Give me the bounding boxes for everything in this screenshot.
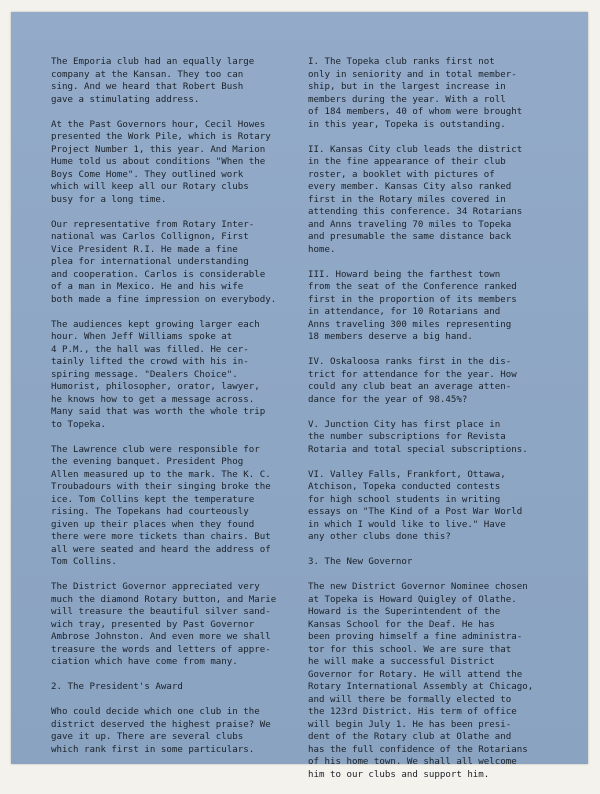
paragraph-award-essay-contests: VI. Valley Falls, Frankfort, Ottawa, Atchison, Topeka conducted contests for high school students in writing essays on "The Kind of a Post War World in which I would like to live." Have any other clubs done this? — [308, 469, 523, 542]
paragraph-who-could-decide: Who could decide which one club in the district deserved the highest praise? We gave it up. There are several clubs which rank first in some particulars. — [51, 707, 271, 755]
section-heading-presidents-award: 2. The President's Award — [51, 682, 183, 692]
paragraph-award-howard: III. Howard being the farthest town from the seat of the Conference ranked first in the proportion of its members in attendance, for 10 Rotarians and Anns traveling 300 miles representing 18 members deserve a big hand. — [308, 269, 517, 342]
section-heading-new-governor: 3. The New Governor — [308, 557, 413, 567]
paragraph-new-governor: The new District Governor Nominee chosen at Topeka is Howard Quigley of Olathe. Howard is the Superintendent of the Kansas School for the Deaf. He has been proving himself a fine administra- tor for this school. We are sure that he will make a successful District Governor for Rotary. He will attend the Rotary International Assembly at Chicago, and will there be formally elected to the 123rd District. His term of office will begin July 1. He has been presi- dent of the Rotary club at Olathe and has the full confidence of the Rotarians of his home town. We shall all welcome him to our clubs and support him. — [308, 582, 534, 780]
right-column — [308, 56, 558, 794]
paragraph-audiences: The audiences kept growing larger each hour. When Jeff Williams spoke at 4 P.M., the hall was filled. He cer- tainly lifted the crowd with his in- spiring message. "Dealers Choice". Humorist, philosopher, orator, lawyer, he knows how to get a message across. Many said that was worth the whole trip to Topeka. — [51, 319, 266, 430]
paragraph-award-kansas-city: II. Kansas City club leads the district in the fine appearance of their club roster, a booklet with pictures of every member. Kansas City also ranked first in the Rotary miles covered in attending this conference. 34 Rotarians and Anns traveling 70 miles to Topeka and presumable the same distance back home. — [308, 144, 523, 255]
paragraph-district-governor: The District Governor appreciated very much the diamond Rotary button, and Marie will treasure the beautiful silver sand- wich tray, presented by Past Governor Ambrose Johnston. And even more we shall treasure the words and letters of appre- ciation which have come from many. — [51, 582, 277, 667]
paragraph-award-oskaloosa: IV. Oskaloosa ranks first in the dis- trict for attendance for the year. How could any club beat an average atten- dance for the year of 98.45%? — [308, 357, 517, 405]
paragraph-lawrence-club: The Lawrence club were responsible for the evening banquet. President Phog Allen measured up to the mark. The K. C. Troubadours with their singing broke the ice. Tom Collins kept the temperature rising. The Topekans had courteously given up their places when they found there were more tickets than chairs. But all were seated and heard the address of Tom Collins. — [51, 444, 271, 567]
paragraph-award-topeka: I. The Topeka club ranks first not only in seniority and in total member- ship, but in the largest increase in members during the year. With a roll of 184 members, 40 of whom were brought in this year, Topeka is outstanding. — [308, 57, 523, 130]
paragraph-award-junction-city: V. Junction City has first place in the number subscriptions for Revista Rotaria and total special subscriptions. — [308, 419, 528, 455]
left-column — [51, 56, 296, 769]
paragraph-past-governors: At the Past Governors hour, Cecil Howes presented the Work Pile, which is Rotary Project Number 1, this year. And Marion Hume told us about conditions "When the Boys Come Home". They outlined work which will keep all our Rotary clubs busy for a long time. — [51, 119, 271, 205]
document-page — [11, 12, 588, 780]
paragraph-emporia: The Emporia club had an equally large company at the Kansan. They too can sing. And we heard that Robert Bush gave a stimulating address. — [51, 57, 255, 105]
paragraph-rotary-international: Our representative from Rotary Inter- national was Carlos Collignon, First Vice President R.I. He made a fine plea for international understanding and cooperation. Carlos is considerable of a man in Mexico. He and his wife both made a fine impression on everybody. — [51, 219, 277, 305]
